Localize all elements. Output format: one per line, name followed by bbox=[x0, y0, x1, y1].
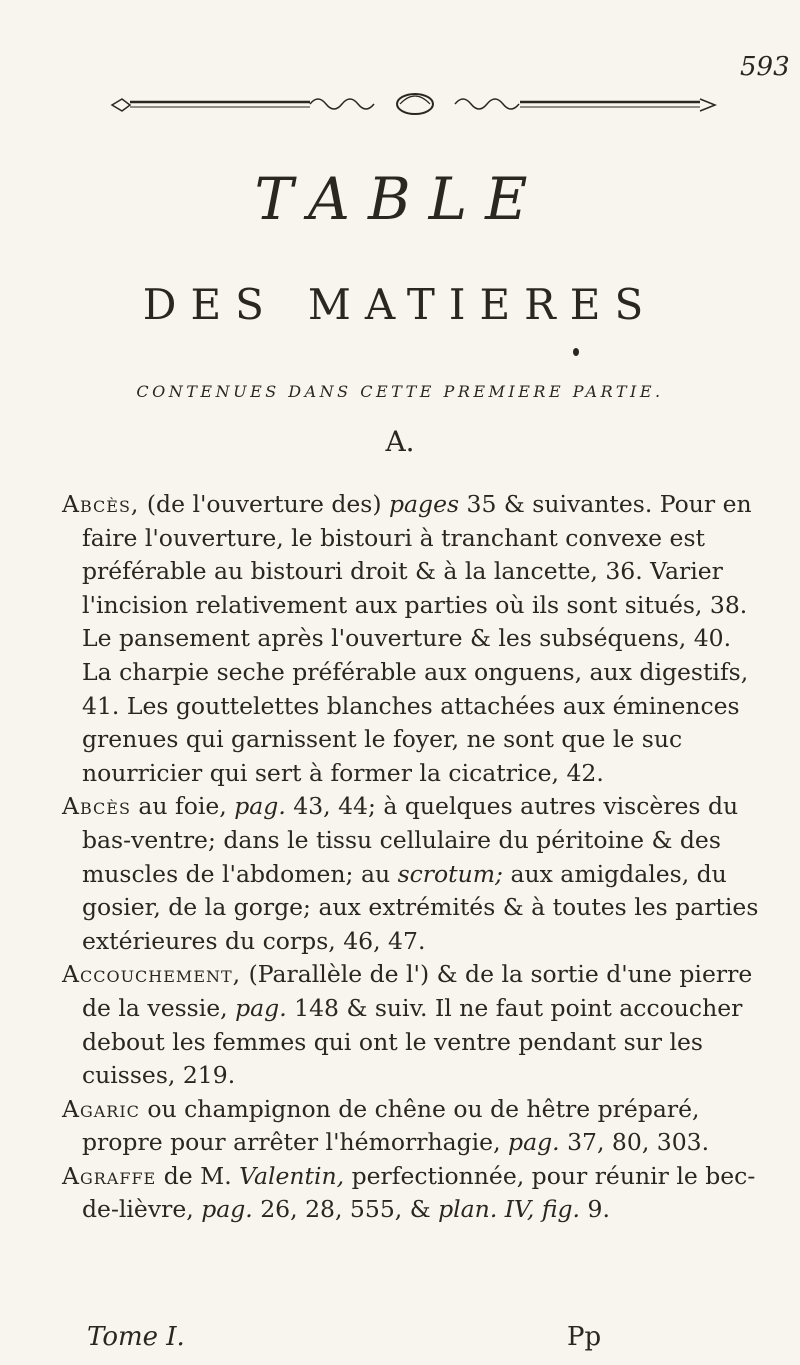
entry-headword: Agaric bbox=[62, 1094, 140, 1123]
entry-text: (Parallèle de l') & de la sortie d'une pierre de la vessie, bbox=[82, 960, 753, 1022]
index-entry bbox=[62, 958, 762, 1092]
entry-italic-text: pag. bbox=[235, 993, 287, 1022]
signature-mark: Pp bbox=[567, 1322, 602, 1352]
entry-text: de M. bbox=[156, 1161, 240, 1190]
index-entry bbox=[62, 790, 762, 958]
page-footer bbox=[87, 1322, 687, 1352]
entry-italic-text: pag. bbox=[201, 1195, 253, 1224]
volume-label: Tome I. bbox=[87, 1322, 185, 1352]
index-entry bbox=[62, 1160, 762, 1227]
entry-text: au foie, bbox=[130, 792, 235, 821]
index-entry bbox=[62, 488, 762, 790]
ornament-rule bbox=[110, 90, 720, 120]
entry-text: 37, 80, 303. bbox=[559, 1128, 710, 1157]
bullet-ornament bbox=[573, 348, 579, 356]
entry-headword: Accouchement, bbox=[62, 960, 242, 989]
page-number: 593 bbox=[740, 52, 790, 82]
entry-italic-text: pages bbox=[388, 490, 460, 518]
entry-text: ou champignon de chêne ou de hêtre préparé, propre pour arrêter l'hémorrhagie, bbox=[82, 1094, 700, 1157]
index-entries bbox=[62, 488, 762, 1227]
subtitle-word-des: DES bbox=[142, 280, 278, 329]
entry-text: 43, 44; à quelques autres viscères du bas-ventre; dans le tissu cellulaire du péritoine & des muscles de l'abdomen; au bbox=[82, 792, 739, 888]
entry-text: 35 & suivantes. Pour en faire l'ouverture, le bistouri à tranchant convexe est préférable au bistouri droit & à la lancette, 36. Varier l'incision relativement aux parties où ils sont situés, 38. Le pansement après l'ouverture & les subséquens, 40. La charpie seche préférable aux onguens, aux digestifs, 41. Les gouttelettes blanches attachées aux éminences grenues qui garnissent le foyer, ne sont que le suc nourricier qui sert à former la cicatrice, 42. bbox=[82, 490, 752, 787]
entry-text: 26, 28, 555, & bbox=[252, 1195, 439, 1224]
entry-text: (de l'ouverture des) bbox=[139, 490, 389, 518]
section-letter: A. bbox=[385, 425, 415, 458]
entry-headword: Agraffe bbox=[62, 1161, 157, 1190]
entry-text: perfectionnée, pour réunir le bec-de-lièvre, bbox=[82, 1161, 756, 1224]
entry-headword: Abcès, bbox=[62, 490, 140, 518]
entry-text: 9. bbox=[580, 1195, 610, 1224]
subtitle-caption: CONTENUES DANS CETTE PREMIERE PARTIE. bbox=[136, 382, 664, 401]
entry-italic-text: pag. bbox=[234, 792, 286, 821]
subtitle-word-matieres: MATIERES bbox=[307, 280, 658, 329]
page-title: TABLE bbox=[254, 165, 546, 233]
entry-text: aux amigdales, du gosier, de la gorge; aux extrémités & à toutes les parties extérieures du corps, 46, 47. bbox=[82, 859, 759, 955]
index-entry bbox=[62, 1093, 762, 1160]
page-subtitle bbox=[0, 280, 800, 329]
entry-text: 148 & suiv. Il ne faut point accoucher debout les femmes qui ont le ventre pendant sur les cuisses, 219. bbox=[82, 993, 743, 1090]
entry-italic-text: scrotum; bbox=[397, 859, 503, 888]
entry-italic-text: pag. bbox=[508, 1128, 560, 1157]
entry-headword: Abcès bbox=[62, 792, 131, 821]
entry-italic-text: plan. IV, fig. bbox=[438, 1195, 581, 1224]
entry-italic-text: Valentin, bbox=[239, 1161, 345, 1190]
